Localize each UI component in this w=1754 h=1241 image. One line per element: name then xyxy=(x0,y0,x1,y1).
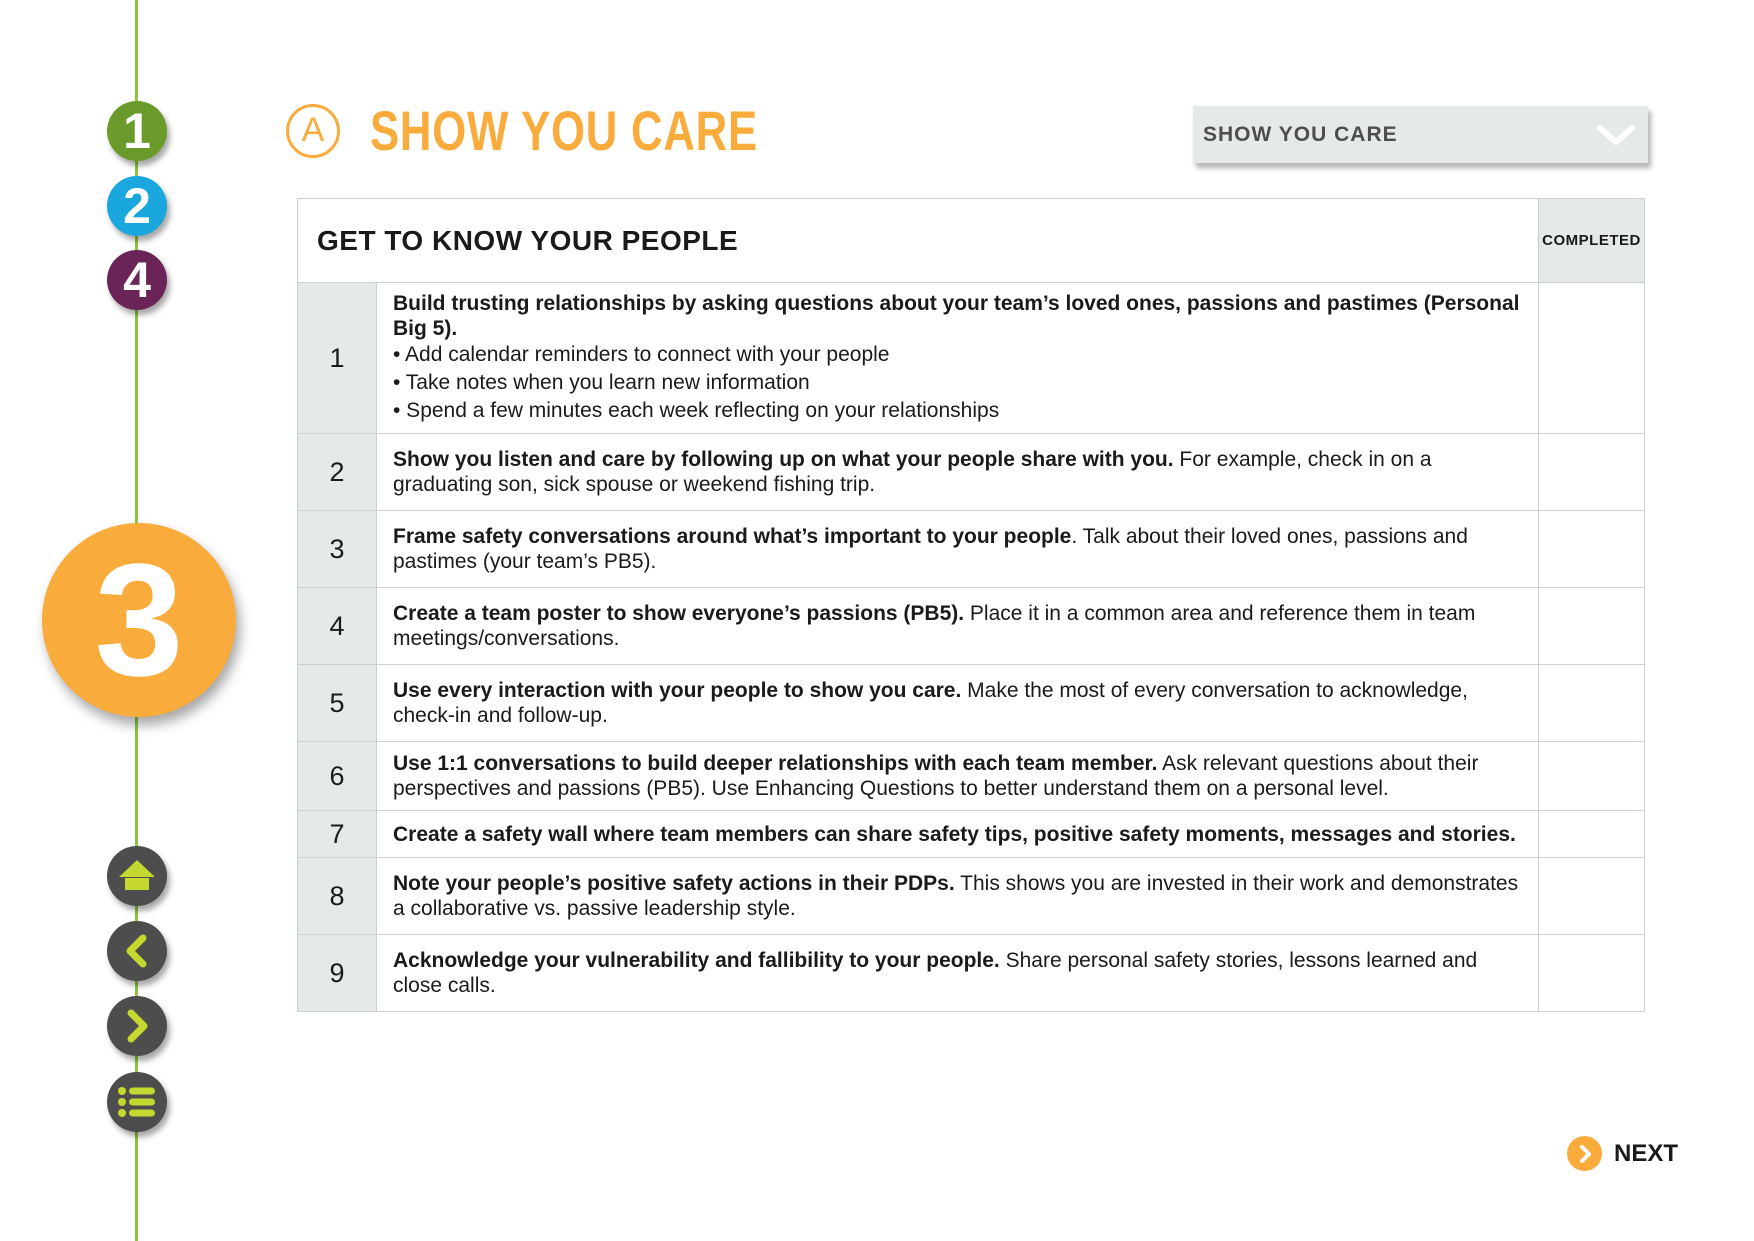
table-row xyxy=(298,283,1645,434)
table-header-row xyxy=(298,199,1645,283)
home-button[interactable] xyxy=(107,846,167,906)
table-row xyxy=(298,511,1645,588)
row-body-text: Ask relevant questions about their perspectives and passions (PB5). Use Enhancing Questions to better understand them on a personal level. xyxy=(393,752,1479,800)
menu-button[interactable] xyxy=(107,1072,167,1132)
chevron-right-icon xyxy=(1567,1136,1602,1171)
row-bold-text: Note your people’s positive safety actions in their PDPs. xyxy=(393,872,955,895)
current-section-indicator xyxy=(42,523,236,717)
row-bold-text: Acknowledge your vulnerability and fallibility to your people. xyxy=(393,949,1000,972)
row-number: 5 xyxy=(298,665,377,742)
table-row xyxy=(298,742,1645,811)
row-number: 3 xyxy=(298,511,377,588)
row-text xyxy=(377,858,1539,935)
back-button[interactable] xyxy=(107,921,167,981)
completed-checkbox[interactable] xyxy=(1539,283,1645,434)
table-title: GET TO KNOW YOUR PEOPLE xyxy=(298,199,1539,283)
completed-column-header: COMPLETED xyxy=(1539,199,1645,283)
list-icon xyxy=(117,1086,157,1118)
row-text xyxy=(377,434,1539,511)
next-label: NEXT xyxy=(1614,1139,1679,1167)
section-dropdown[interactable] xyxy=(1193,106,1648,163)
table-row xyxy=(298,811,1645,858)
table-row xyxy=(298,434,1645,511)
row-number: 1 xyxy=(298,283,377,434)
home-icon xyxy=(117,858,157,894)
page-header xyxy=(286,98,867,163)
row-number: 8 xyxy=(298,858,377,935)
row-text xyxy=(377,283,1539,434)
forward-button[interactable] xyxy=(107,996,167,1056)
table-row xyxy=(298,935,1645,1012)
section-2-label: 2 xyxy=(123,178,151,234)
row-text xyxy=(377,511,1539,588)
section-1-button[interactable] xyxy=(107,101,167,161)
table-row xyxy=(298,858,1645,935)
table-row xyxy=(298,588,1645,665)
completed-checkbox[interactable] xyxy=(1539,665,1645,742)
row-text xyxy=(377,665,1539,742)
completed-checkbox[interactable] xyxy=(1539,935,1645,1012)
dropdown-selected-value: SHOW YOU CARE xyxy=(1203,122,1398,146)
section-1-label: 1 xyxy=(123,103,151,159)
completed-checkbox[interactable] xyxy=(1539,858,1645,935)
row-number: 2 xyxy=(298,434,377,511)
row-bullet: • Spend a few minutes each week reflecting on your relationships xyxy=(393,399,1000,422)
row-body-text: . Talk about their loved ones, passions and pastimes (your team’s PB5). xyxy=(393,525,1468,573)
row-bold-text: Show you listen and care by following up on what your people share with you. xyxy=(393,448,1174,471)
row-body-text: This shows you are invested in their work and demonstrates a collaborative vs. passive leadership style. xyxy=(393,872,1519,920)
row-text xyxy=(377,588,1539,665)
page-title: SHOW YOU CARE xyxy=(370,99,758,162)
row-number: 6 xyxy=(298,742,377,811)
row-text xyxy=(377,742,1539,811)
row-bullet: • Add calendar reminders to connect with your people xyxy=(393,343,890,366)
table-row xyxy=(298,665,1645,742)
row-bold-text: Create a team poster to show everyone’s passions (PB5). xyxy=(393,602,965,625)
row-body-text: Place it in a common area and reference them in team meetings/conversations. xyxy=(393,602,1476,650)
completed-checkbox[interactable] xyxy=(1539,511,1645,588)
row-body-text: Share personal safety stories, lessons learned and close calls. xyxy=(393,949,1478,997)
row-bullet: • Take notes when you learn new information xyxy=(393,371,810,394)
completed-checkbox[interactable] xyxy=(1539,588,1645,665)
row-number: 7 xyxy=(298,811,377,858)
chevron-right-icon xyxy=(119,1008,155,1044)
next-button[interactable] xyxy=(1567,1136,1678,1171)
section-4-button[interactable] xyxy=(107,250,167,310)
completed-checkbox[interactable] xyxy=(1539,742,1645,811)
current-section-label: 3 xyxy=(94,530,184,709)
row-bold-text: Use every interaction with your people to show you care. xyxy=(393,679,962,702)
section-badge: A xyxy=(286,104,340,158)
row-number: 9 xyxy=(298,935,377,1012)
row-number: 4 xyxy=(298,588,377,665)
row-bold-text: Use 1:1 conversations to build deeper relationships with each team member. xyxy=(393,752,1158,775)
row-bold-text: Create a safety wall where team members can share safety tips, positive safety moments, messages and stories. xyxy=(393,822,1516,846)
row-bold-text: Frame safety conversations around what’s important to your people xyxy=(393,525,1072,548)
section-2-button[interactable] xyxy=(107,176,167,236)
completed-checkbox[interactable] xyxy=(1539,811,1645,858)
section-4-label: 4 xyxy=(123,252,151,308)
chevron-down-icon xyxy=(1594,120,1638,150)
checklist-table xyxy=(297,198,1645,1012)
row-bold-text: Build trusting relationships by asking questions about your team’s loved ones, passions and pastimes (Personal Big 5). xyxy=(393,292,1520,340)
completed-checkbox[interactable] xyxy=(1539,434,1645,511)
row-body-text: For example, check in on a graduating son, sick spouse or weekend fishing trip. xyxy=(393,448,1432,496)
row-text xyxy=(377,811,1539,858)
chevron-left-icon xyxy=(119,933,155,969)
row-body-text: Make the most of every conversation to acknowledge, check-in and follow-up. xyxy=(393,679,1468,727)
row-text xyxy=(377,935,1539,1012)
